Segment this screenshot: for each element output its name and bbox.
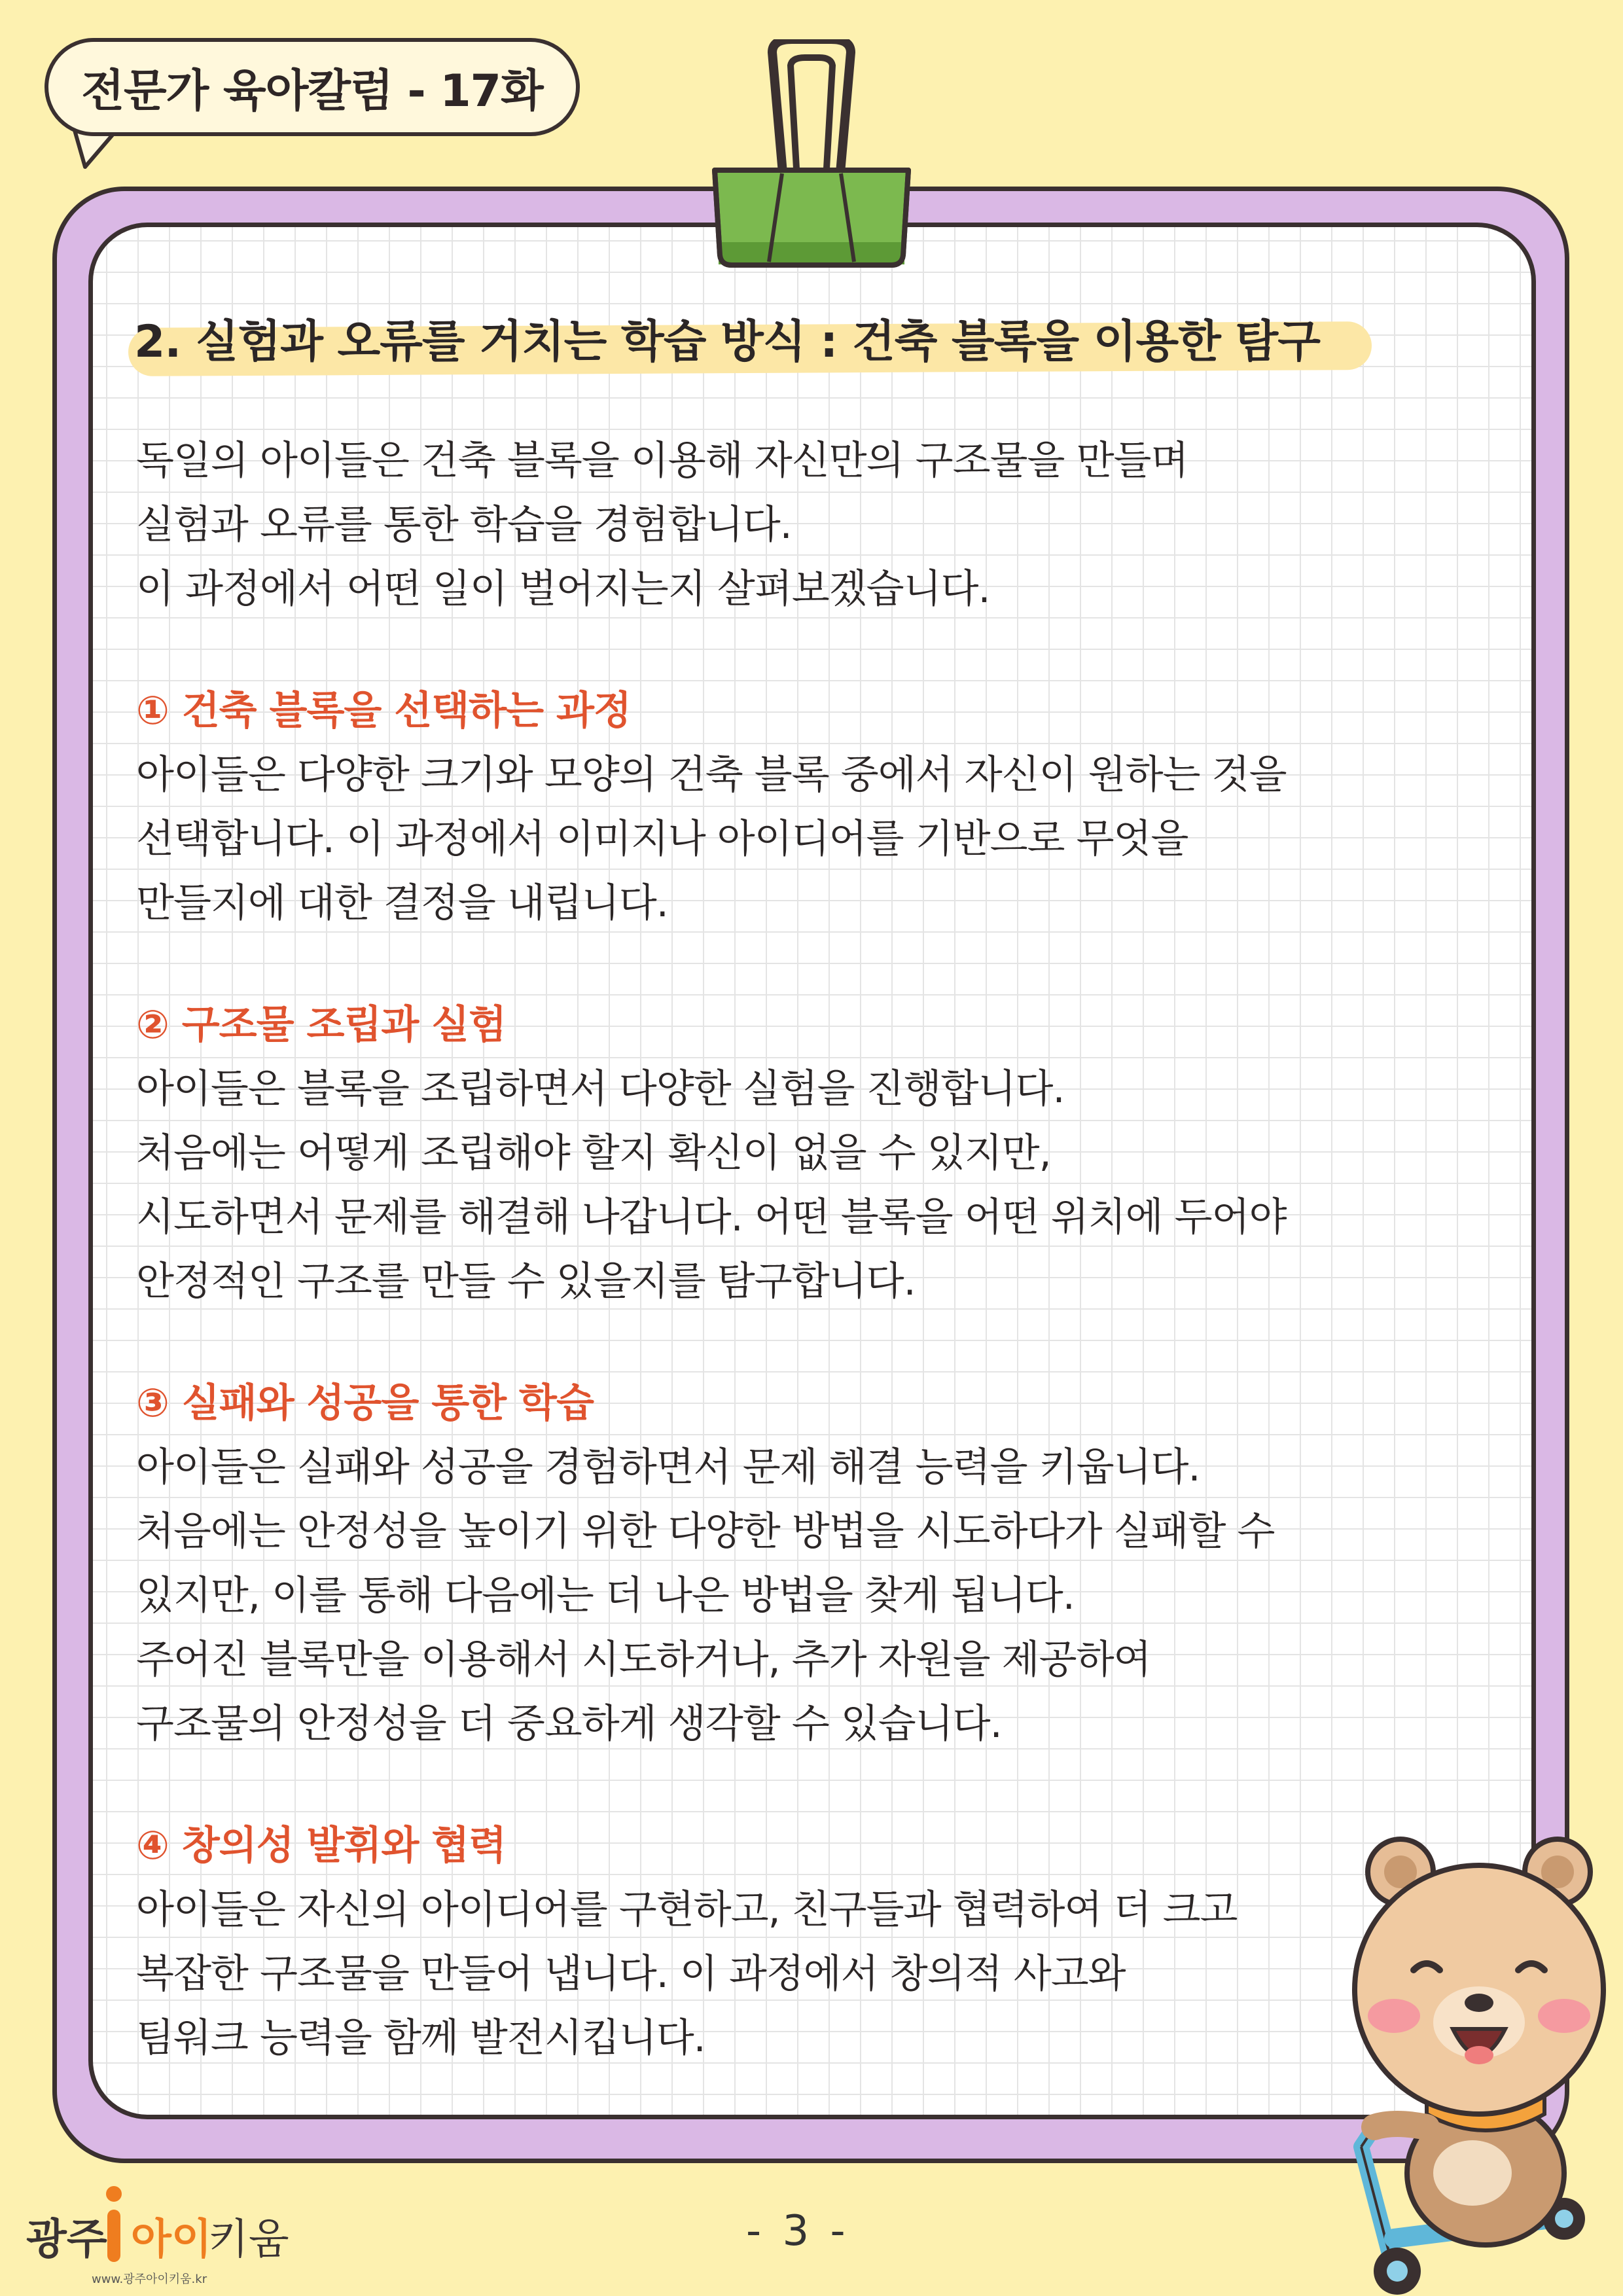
section-title: ④ 창의성 발휘와 협력 xyxy=(136,1823,507,1869)
intro-line: 이 과정에서 어떤 일이 벌어지는지 살펴보겠습니다. xyxy=(136,566,990,612)
section-line: 구조물의 안정성을 더 중요하게 생각할 수 있습니다. xyxy=(136,1701,1002,1747)
bear-on-scooter-icon xyxy=(1335,1820,1623,2296)
section-line: 주어진 블록만을 이용해서 시도하거나, 추가 자원을 제공하여 xyxy=(136,1637,1151,1683)
section-line: 시도하면서 문제를 해결해 나갑니다. 어떤 블록을 어떤 위치에 두어야 xyxy=(136,1194,1287,1240)
section-line: 선택합니다. 이 과정에서 이미지나 아이디어를 기반으로 무엇을 xyxy=(136,816,1188,862)
section-line: 아이들은 다양한 크기와 모양의 건축 블록 중에서 자신이 원하는 것을 xyxy=(136,752,1287,798)
section-line: 만들지에 대한 결정을 내립니다. xyxy=(136,880,668,926)
section-line: 아이들은 자신의 아이디어를 구현하고, 친구들과 협력하여 더 크고 xyxy=(136,1887,1238,1933)
series-label-bubble xyxy=(45,38,580,136)
article-body xyxy=(136,429,1419,2070)
section-line: 아이들은 블록을 조립하면서 다양한 실험을 진행합니다. xyxy=(136,1066,1065,1112)
logo-person-icon xyxy=(105,2185,123,2263)
section-line: 복잡한 구조물을 만들어 냅니다. 이 과정에서 창의적 사고와 xyxy=(136,1951,1126,1997)
section-title: ② 구조물 조립과 실험 xyxy=(136,1002,507,1048)
section-title: ③ 실패와 성공을 통한 학습 xyxy=(136,1380,594,1426)
intro-line: 실험과 오류를 통한 학습을 경험합니다. xyxy=(136,502,792,548)
section-line: 처음에는 어떻게 조립해야 할지 확신이 없을 수 있지만, xyxy=(136,1130,1051,1176)
section-line: 있지만, 이를 통해 다음에는 더 나은 방법을 찾게 됩니다. xyxy=(136,1573,1075,1619)
logo-url: www.광주아이키움.kr xyxy=(92,2272,207,2286)
section-line: 처음에는 안정성을 높이기 위한 다양한 방법을 시도하다가 실패할 수 xyxy=(136,1509,1275,1554)
logo-text: 광주 xyxy=(26,2215,107,2264)
series-label: 전문가 육아칼럼 - 17화 xyxy=(81,65,543,117)
logo-text-accent: 아이 xyxy=(131,2215,212,2264)
logo-text: 키움 xyxy=(208,2215,289,2264)
intro-line: 독일의 아이들은 건축 블록을 이용해 자신만의 구조물을 만들며 xyxy=(136,438,1188,484)
section-title: ① 건축 블록을 선택하는 과정 xyxy=(136,688,631,734)
section-line: 팀워크 능력을 함께 발전시킵니다. xyxy=(136,2015,705,2061)
section-line: 아이들은 실패와 성공을 경험하면서 문제 해결 능력을 키웁니다. xyxy=(136,1444,1200,1490)
page-number: - 3 - xyxy=(746,2207,849,2255)
article-headline: 2. 실험과 오류를 거치는 학습 방식 : 건축 블록을 이용한 탐구 xyxy=(134,316,1320,368)
section-line: 안정적인 구조를 만들 수 있을지를 탐구합니다. xyxy=(136,1259,916,1304)
binder-clip-icon xyxy=(707,39,916,275)
